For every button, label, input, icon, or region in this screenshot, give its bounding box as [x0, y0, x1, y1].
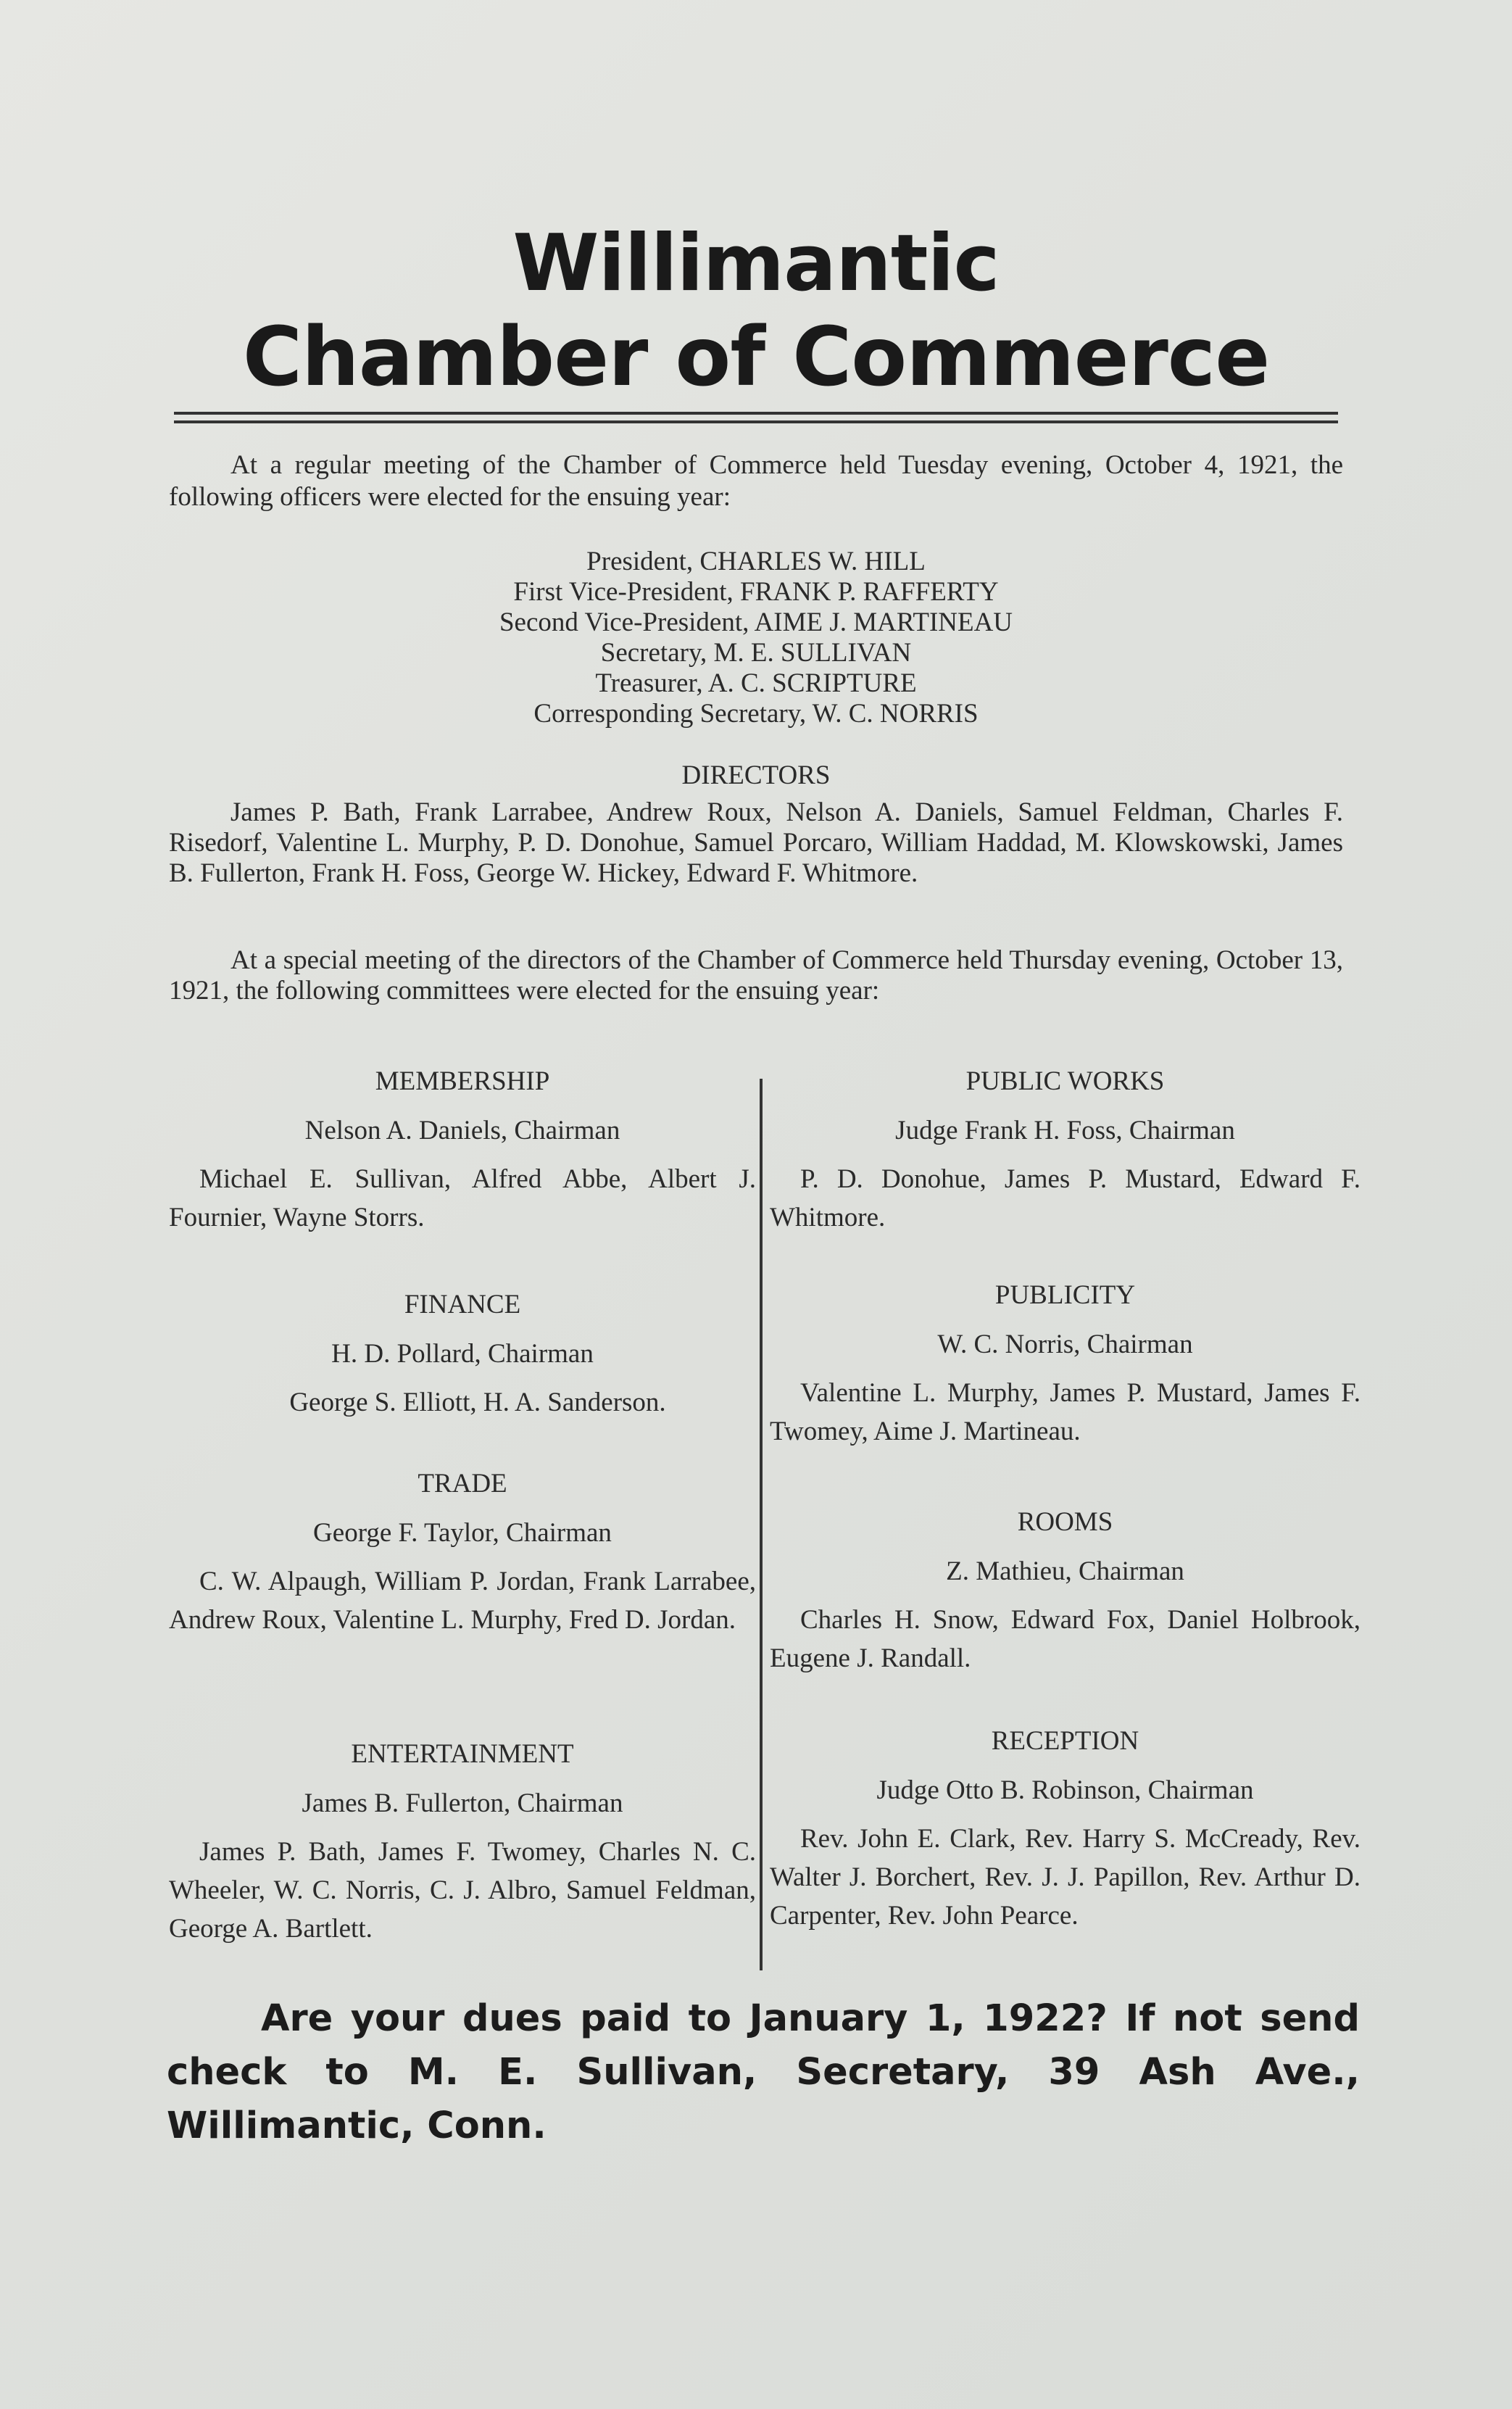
officers-list	[169, 547, 1343, 729]
committee-chairman: Judge Frank H. Foss, Chairman	[895, 1116, 1235, 1145]
committee-members: P. D. Donohue, James P. Mustard, Edward F. Whitmore.	[770, 1164, 1361, 1232]
double-rule-divider	[174, 412, 1338, 423]
officer-president: President, CHARLES W. HILL	[586, 547, 926, 576]
title-line-1: Willimantic	[512, 218, 1000, 309]
committee-reception	[770, 1725, 1361, 1935]
committee-trade	[169, 1468, 756, 1639]
officer-secretary: Secretary, M. E. SULLIVAN	[600, 638, 912, 668]
committee-chairman: H. D. Pollard, Chairman	[331, 1339, 594, 1369]
officer-first-vice-president: First Vice-President, FRANK P. RAFFERTY	[513, 577, 999, 607]
committee-members: C. W. Alpaugh, William P. Jordan, Frank Larrabee, Andrew Roux, Valentine L. Murphy, Fred D. Jordan.	[169, 1567, 756, 1635]
committee-heading: TRADE	[418, 1469, 507, 1498]
dues-reminder: Are your dues paid to January 1, 1922? If not send check to M. E. Sullivan, Secretary, 39 Ash Ave., Willimantic, Conn.	[167, 1997, 1360, 2147]
committee-heading: FINANCE	[404, 1290, 521, 1319]
column-divider	[760, 1079, 763, 1970]
committee-chairman: George F. Taylor, Chairman	[313, 1518, 612, 1548]
committee-chairman: Judge Otto B. Robinson, Chairman	[876, 1775, 1254, 1805]
committee-chairman: Nelson A. Daniels, Chairman	[304, 1116, 620, 1145]
committee-chairman: W. C. Norris, Chairman	[937, 1330, 1193, 1359]
committee-publicity	[770, 1280, 1361, 1451]
committee-heading: ROOMS	[1017, 1507, 1113, 1537]
committee-members: Charles H. Snow, Edward Fox, Daniel Holbrook, Eugene J. Randall.	[770, 1605, 1361, 1673]
committee-chairman: Z. Mathieu, Chairman	[946, 1556, 1184, 1586]
committee-public-works	[770, 1066, 1361, 1237]
intro-paragraph: At a regular meeting of the Chamber of Commerce held Tuesday evening, October 4, 1921, the following officers were elected for the ensuing year:	[169, 450, 1343, 512]
title-line-2: Chamber of Commerce	[242, 310, 1270, 405]
committee-heading: PUBLIC WORKS	[965, 1066, 1165, 1096]
committee-members: Valentine L. Murphy, James P. Mustard, James F. Twomey, Aime J. Martineau.	[770, 1378, 1361, 1446]
committee-members: George S. Elliott, H. A. Sanderson.	[289, 1388, 666, 1417]
directors-names: James P. Bath, Frank Larrabee, Andrew Roux, Nelson A. Daniels, Samuel Feldman, Charles F. Risedorf, Valentine L. Murphy, P. D. Donohue, Samuel Porcaro, William Haddad, M. Klowskowski, James B. Fullerton, Frank H. Foss, George W. Hickey, Edward F. Whitmore.	[169, 797, 1343, 888]
committee-entertainment	[169, 1738, 756, 1948]
page-title	[0, 217, 1512, 405]
officer-treasurer: Treasurer, A. C. SCRIPTURE	[595, 668, 917, 698]
committee-heading: ENTERTAINMENT	[351, 1739, 574, 1769]
committee-heading: RECEPTION	[991, 1726, 1139, 1756]
committee-rooms	[770, 1506, 1361, 1678]
committee-heading: PUBLICITY	[994, 1280, 1136, 1310]
committee-members: Rev. John E. Clark, Rev. Harry S. McCready, Rev. Walter J. Borchert, Rev. J. J. Papillon, Rev. Arthur D. Carpenter, Rev. John Pearce.	[770, 1824, 1361, 1931]
committee-members: James P. Bath, James F. Twomey, Charles N. C. Wheeler, W. C. Norris, C. J. Albro, Samuel Feldman, George A. Bartlett.	[169, 1837, 756, 1944]
officer-corresponding-secretary: Corresponding Secretary, W. C. NORRIS	[533, 699, 979, 729]
special-meeting-paragraph: At a special meeting of the directors of the Chamber of Commerce held Thursday evening, October 13, 1921, the following committees were elected for the ensuing year:	[169, 945, 1343, 1006]
committee-members: Michael E. Sullivan, Alfred Abbe, Albert J. Fournier, Wayne Storrs.	[169, 1164, 756, 1232]
committee-heading: MEMBERSHIP	[375, 1066, 550, 1096]
committee-chairman: James B. Fullerton, Chairman	[302, 1788, 623, 1818]
officer-second-vice-president: Second Vice-President, AIME J. MARTINEAU	[499, 608, 1013, 637]
directors-heading: DIRECTORS	[681, 760, 831, 790]
committee-finance	[169, 1289, 756, 1422]
committee-membership	[169, 1066, 756, 1237]
